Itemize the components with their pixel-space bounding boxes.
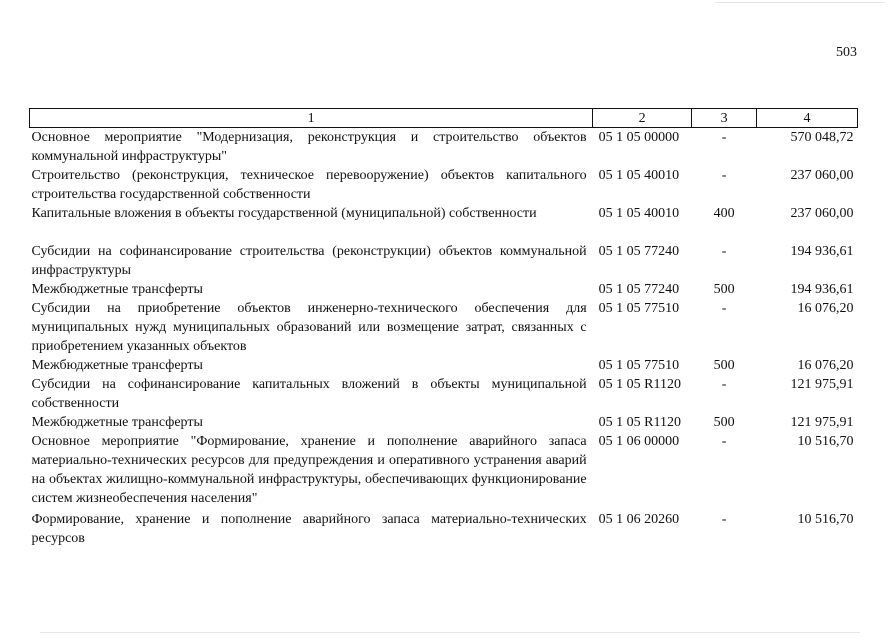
row-amount: 237 060,00 [790,168,854,183]
table-row [30,375,858,413]
row-type: - [721,301,727,316]
row-amount: 10 516,70 [797,512,854,527]
row-code: 05 1 05 R1120 [598,377,681,392]
table-row [30,510,858,548]
row-code: 05 1 05 40010 [598,168,680,183]
row-type: - [721,377,727,392]
row-name: Субсидии на приобретение объектов инженерно-технического обеспечения для муниципальных нужд муниципальных образований или возмещение затрат, связанных с приобретением указанных объектов [31,301,587,354]
row-name: Строительство (реконструкция, техническое перевооружение) объектов капитального строительства государственной собственности [31,168,587,202]
table-row [30,280,858,299]
row-code: 05 1 05 77240 [598,282,680,297]
column-header-2: 2 [593,109,692,128]
row-name: Капитальные вложения в объекты государственной (муниципальной) собственности [31,206,537,221]
row-type: - [721,130,727,145]
row-type: - [721,512,727,527]
row-type: - [721,168,727,183]
row-amount: 10 516,70 [797,434,854,449]
row-name: Формирование, хранение и пополнение аварийного запаса материально-технических ресурсов [31,512,587,546]
row-type: 500 [713,358,735,373]
row-code: 05 1 06 00000 [598,434,680,449]
row-code: 05 1 06 20260 [598,512,680,527]
table-row [30,242,858,280]
row-type: - [721,434,727,449]
row-code: 05 1 05 77240 [598,244,680,259]
row-name: Субсидии на софинансирование капитальных вложений в объекты муниципальной собственности [31,377,587,411]
page-number: 503 [836,45,857,60]
column-header-1: 1 [30,109,593,128]
table-row [30,356,858,375]
row-code: 05 1 05 77510 [598,358,680,373]
row-name: Основное мероприятие "Модернизация, реконструкция и строительство объектов коммунальной инфраструктуры" [31,130,587,164]
column-header-3: 3 [692,109,757,128]
row-type: 400 [713,206,735,221]
row-type: 500 [713,415,735,430]
row-code: 05 1 05 R1120 [598,415,681,430]
row-name: Межбюджетные трансферты [31,415,203,430]
table-row [30,299,858,356]
row-name: Межбюджетные трансферты [31,358,203,373]
row-amount: 237 060,00 [790,206,854,221]
column-header-4: 4 [757,109,858,128]
row-type: 500 [713,282,735,297]
row-amount: 194 936,61 [790,244,854,259]
scan-edge-line-top [715,2,885,3]
row-code: 05 1 05 00000 [598,130,680,145]
table-row [30,204,858,242]
row-amount: 121 975,91 [790,377,854,392]
row-code: 05 1 05 40010 [598,206,680,221]
row-name: Основное мероприятие "Формирование, хранение и пополнение аварийного запаса материально-технических ресурсов для предупреждения и оперативного устранения аварий на объектах жилищно-коммунальной инфраструктуры, обеспечивающих функционирование систем жизнеобеспечения населения" [31,434,587,506]
row-amount: 16 076,20 [797,301,854,316]
row-name: Межбюджетные трансферты [31,282,203,297]
row-type: - [721,244,727,259]
table-row [30,413,858,432]
table-row [30,432,858,510]
budget-table [29,108,858,548]
table-header-row [30,109,858,128]
row-amount: 16 076,20 [797,358,854,373]
table-row [30,166,858,204]
row-amount: 194 936,61 [790,282,854,297]
row-code: 05 1 05 77510 [598,301,680,316]
row-amount: 121 975,91 [790,415,854,430]
row-name: Субсидии на софинансирование строительства (реконструкции) объектов коммунальной инфраструктуры [31,244,587,278]
row-amount: 570 048,72 [790,130,854,145]
scan-edge-line-bottom [40,632,860,633]
table-row [30,128,858,167]
